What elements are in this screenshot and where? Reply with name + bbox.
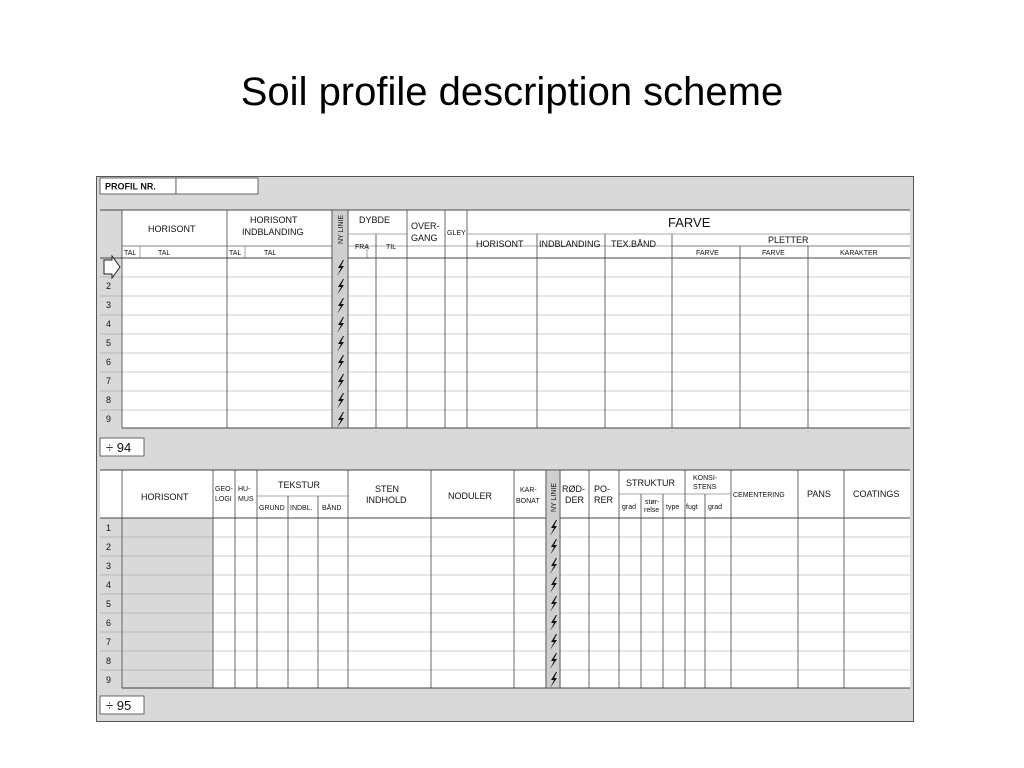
farve-horisont: HORISONT: [476, 239, 524, 249]
konsistens-line2: STENS: [693, 484, 717, 491]
row-number: 4: [106, 319, 112, 329]
tal-3: TAL: [229, 250, 242, 257]
band-header: BÅND: [322, 505, 342, 512]
storrelse-line2: relse: [644, 507, 660, 514]
row-number: 3: [106, 561, 112, 571]
dybde-header: DYBDE: [359, 215, 391, 225]
overgang-line2: GANG: [411, 233, 438, 243]
slide-title: Soil profile description scheme: [240, 70, 784, 114]
sten-indhold-line1: STEN: [375, 484, 400, 494]
overgang-line1: OVER-: [411, 221, 440, 231]
lower-horisont-header: HORISONT: [141, 492, 189, 502]
tal-1: TAL: [124, 250, 137, 257]
indbl-header: INDBL.: [290, 505, 313, 512]
tal-4: TAL: [264, 250, 277, 257]
farve-indblanding: INDBLANDING: [539, 239, 601, 249]
row-number: 5: [106, 599, 112, 609]
konsistens-line1: KONSI-: [693, 475, 718, 482]
struktur-grad: grad: [622, 504, 637, 511]
row-number: 9: [106, 675, 112, 685]
karakter-header: KARAKTER: [840, 250, 878, 257]
row-number: 6: [106, 357, 112, 367]
sten-indhold-line2: INDHOLD: [366, 495, 407, 505]
struktur-type: type: [666, 504, 680, 511]
lower-table: [100, 470, 910, 688]
row-number: 6: [106, 618, 112, 628]
noduler-header: NODULER: [448, 491, 493, 501]
form-grid: [96, 162, 914, 722]
tal-2: TAL: [158, 250, 171, 257]
row-number: 8: [106, 656, 112, 666]
porer-line2: RER: [594, 495, 614, 505]
pletter-farve-1: FARVE: [696, 250, 719, 257]
til-header: TIL: [386, 244, 397, 251]
lower-ny-linie: NY LINIE: [551, 482, 558, 512]
lower-row-numbers: [106, 523, 111, 685]
upper-ny-linie: NY LINIE: [338, 214, 345, 244]
konsistens-fugt: fugt: [686, 504, 698, 511]
cementering-header: CEMENTERING: [733, 492, 785, 499]
storrelse-line1: stør-: [645, 499, 660, 506]
pletter-farve-2: FARVE: [762, 250, 785, 257]
row-number: 7: [106, 637, 112, 647]
tex-band: TEX.BÅND: [611, 239, 657, 249]
geologi-line1: GEO-: [215, 486, 233, 493]
profil-nr-input[interactable]: [176, 178, 258, 194]
row-number: 2: [106, 281, 112, 291]
row-number: 2: [106, 542, 112, 552]
row-number: 8: [106, 395, 112, 405]
row-number: 1: [106, 523, 112, 533]
tekstur-header: TEKSTUR: [278, 480, 321, 490]
page-marker-95: ÷ 95: [106, 698, 132, 713]
karbonat-line1: KAR-: [520, 487, 537, 494]
porer-line1: PO-: [594, 484, 611, 494]
row-number: 7: [106, 376, 112, 386]
upper-horisont-header: HORISONT: [148, 224, 196, 234]
row-number: 9: [106, 414, 112, 424]
profil-label: PROFIL NR.: [105, 181, 156, 192]
coatings-header: COATINGS: [853, 489, 900, 499]
row-number: 3: [106, 300, 112, 310]
farve-header: FARVE: [668, 215, 711, 230]
roder-line2: DER: [565, 495, 585, 505]
upper-table: [100, 210, 910, 428]
humus-line2: MUS: [238, 496, 254, 503]
upper-horisont-indbl-line2: INDBLANDING: [242, 227, 304, 237]
page-marker-94: ÷ 94: [106, 440, 132, 455]
roder-line1: RØD-: [562, 484, 585, 494]
fra-header: FRA: [355, 244, 369, 251]
row-number: 4: [106, 580, 112, 590]
upper-horisont-indbl-line1: HORISONT: [250, 215, 298, 225]
pans-header: PANS: [807, 489, 831, 499]
geologi-line2: LOGI: [215, 496, 232, 503]
konsistens-grad: grad: [708, 504, 723, 511]
pletter-header: PLETTER: [768, 235, 809, 245]
soil-profile-form: [96, 162, 914, 722]
grund-header: GRUND: [259, 505, 285, 512]
row-number: 5: [106, 338, 112, 348]
humus-line1: HU-: [238, 486, 251, 493]
gley-header: GLEY: [447, 230, 466, 237]
struktur-header: STRUKTUR: [626, 478, 675, 488]
karbonat-line2: BONAT: [516, 498, 540, 505]
